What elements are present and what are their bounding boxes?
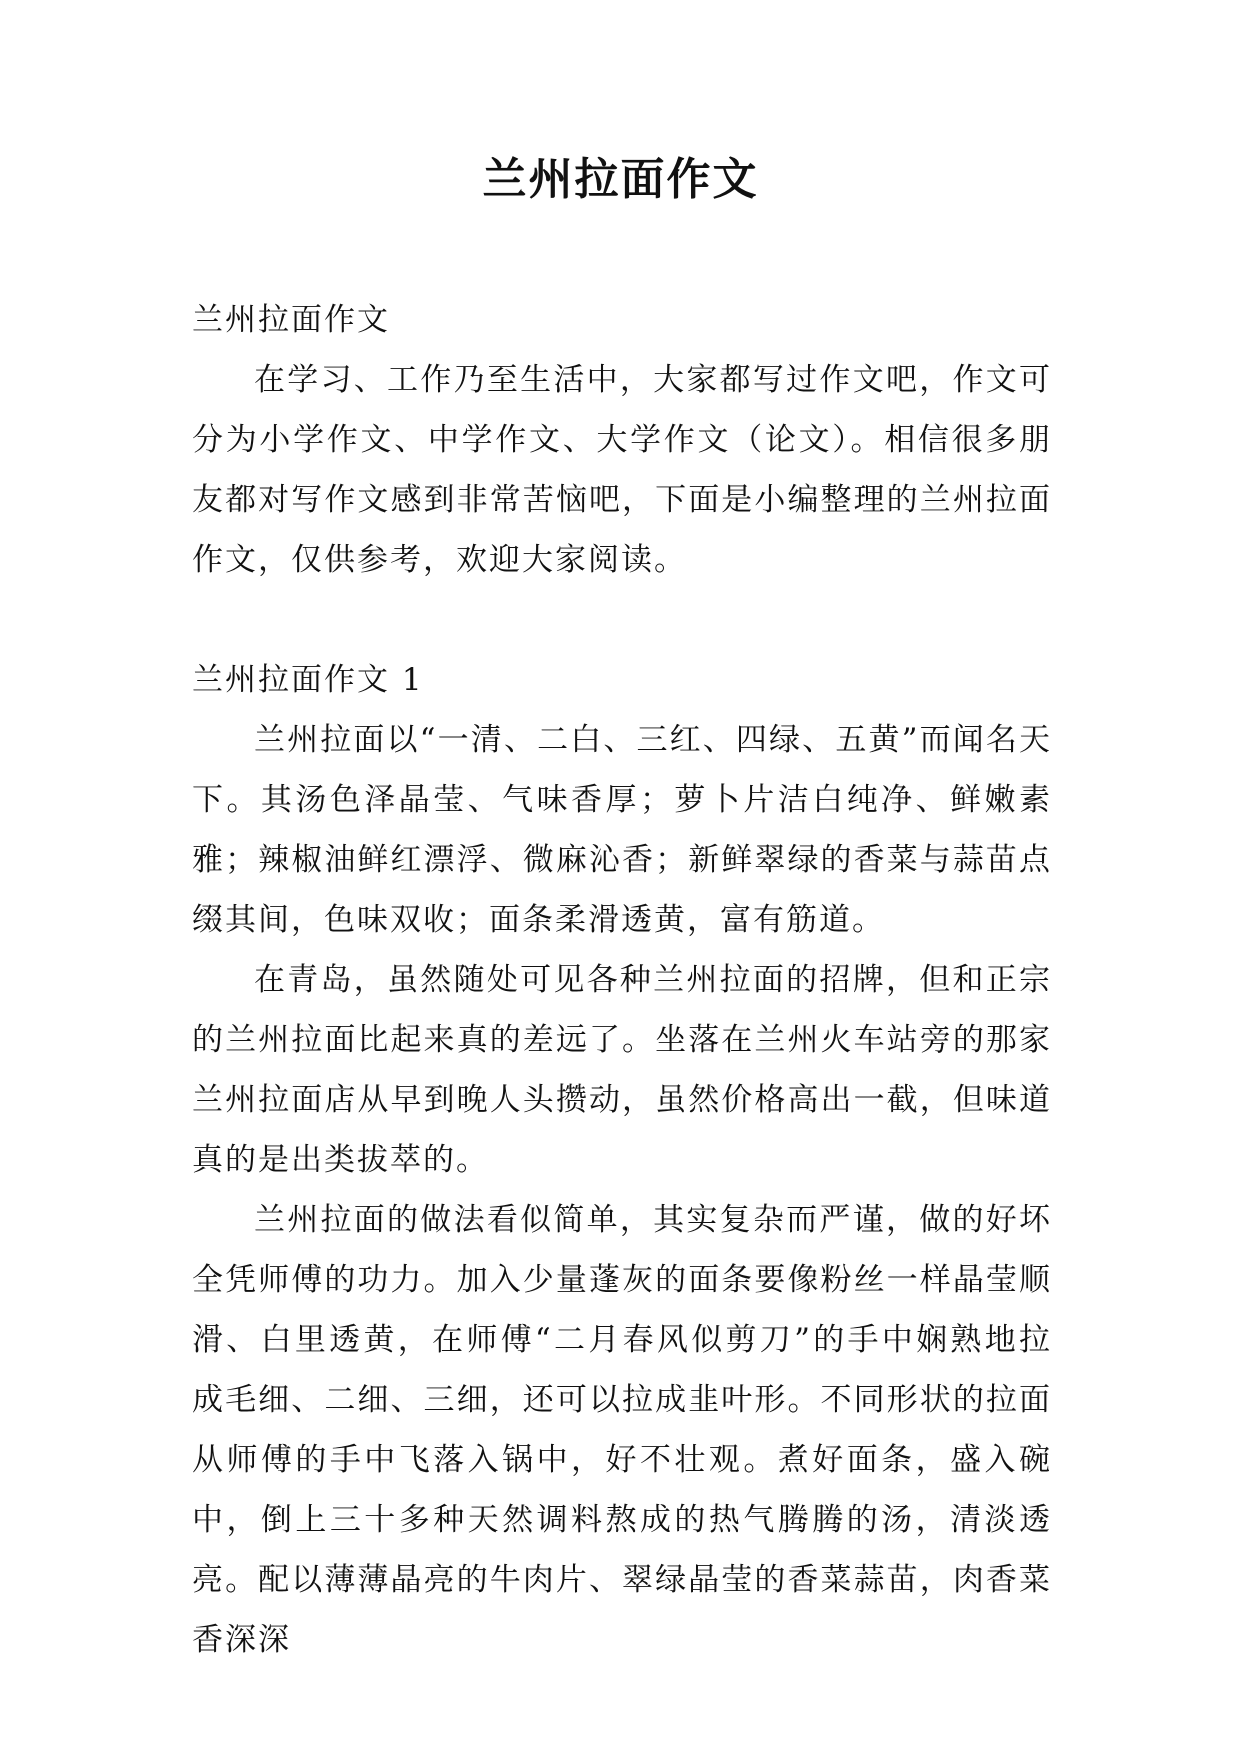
essay1-paragraph-3: 兰州拉面的做法看似简单，其实复杂而严谨，做的好坏全凭师傅的功力。加入少量蓬灰的面条要像粉丝一样晶莹顺滑、白里透黄，在师傅“二月春风似剪刀”的手中娴熟地拉成毛细、二细、三细，还可以拉成韭叶形。不同形状的拉面从师傅的手中飞落入锅中，好不壮观。煮好面条，盛入碗中，倒上三十多种天然调料熬成的热气腾腾的汤，清淡透亮。配以薄薄晶亮的牛肉片、翠绿晶莹的香菜蒜苗，肉香菜香深深: [192, 1202, 1052, 1658]
section-gap: [192, 590, 1052, 650]
document-title: 兰州拉面作文: [482, 154, 759, 205]
essay1-heading: 兰州拉面作文 1: [192, 662, 424, 698]
intro-heading: 兰州拉面作文: [192, 302, 390, 338]
document-body: [192, 290, 1052, 1670]
essay1-paragraph-2: 在青岛，虽然随处可见各种兰州拉面的招牌，但和正宗的兰州拉面比起来真的差远了。坐落在兰州火车站旁的那家兰州拉面店从早到晚人头攒动，虽然价格高出一截，但味道真的是出类拔萃的。: [192, 962, 1052, 1178]
essay1-paragraph-1: 兰州拉面以“一清、二白、三红、四绿、五黄”而闻名天下。其汤色泽晶莹、气味香厚；萝卜片洁白纯净、鲜嫩素雅；辣椒油鲜红漂浮、微麻沁香；新鲜翠绿的香菜与蒜苗点缀其间，色味双收；面条柔滑透黄，富有筋道。: [192, 722, 1052, 938]
intro-paragraph: 在学习、工作乃至生活中，大家都写过作文吧，作文可分为小学作文、中学作文、大学作文（论文）。相信很多朋友都对写作文感到非常苦恼吧，下面是小编整理的兰州拉面作文，仅供参考，欢迎大家阅读。: [192, 362, 1052, 578]
